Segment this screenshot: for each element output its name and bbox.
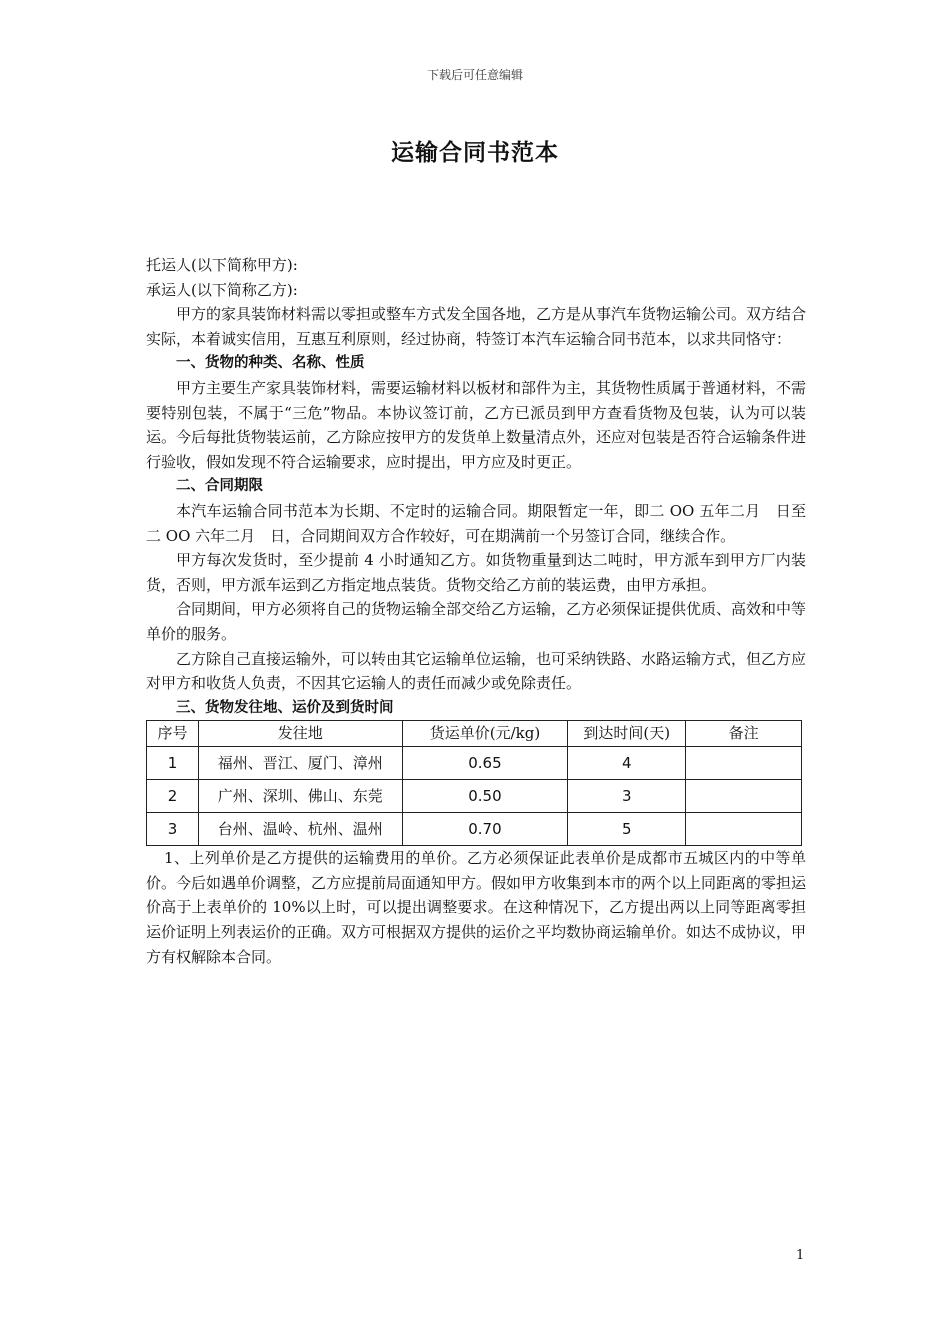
table-cell: 0.65 — [402, 747, 568, 780]
table-cell: 3 — [568, 780, 686, 813]
table-cell: 2 — [147, 780, 199, 813]
table-cell: 3 — [147, 813, 199, 846]
table-cell: 福州、晋江、厦门、漳州 — [198, 747, 402, 780]
table-cell: 广州、深圳、佛山、东莞 — [198, 780, 402, 813]
paragraph: 托运人(以下简称甲方): — [146, 256, 298, 274]
paragraph: 甲方的家具装饰材料需以零担或整车方式发全国各地，乙方是从事汽车货物运输公司。双方结合实际，本着诚实信用，互惠互利原则，经过协商，特签订本汽车运输合同书范本，以求共同恪守： — [146, 305, 807, 348]
table-row — [147, 813, 802, 846]
table-cell: 1 — [147, 747, 199, 780]
table-header-cell: 序号 — [147, 721, 199, 747]
paragraph: 合同期间，甲方必须将自己的货物运输全部交给乙方运输，乙方必须保证提供优质、高效和中等单价的服务。 — [146, 600, 807, 643]
table-header-cell: 到达时间(天) — [568, 721, 686, 747]
table-cell: 0.70 — [402, 813, 568, 846]
table-cell: 4 — [568, 747, 686, 780]
table-header-cell: 货运单价(元/kg) — [402, 721, 568, 747]
paragraph: 承运人(以下简称乙方): — [146, 280, 298, 299]
section-heading: 一、货物的种类、名称、性质 — [176, 355, 365, 372]
table-header-row — [147, 721, 802, 747]
paragraph: 乙方除自己直接运输外，可以转由其它运输单位运输，也可采纳铁路、水路运输方式，但乙方应对甲方和收货人负责，不因其它运输人的责任而减少或免除责任。 — [146, 649, 807, 693]
section-heading: 三、货物发往地、运价及到货时间 — [176, 699, 394, 716]
rate-table — [146, 720, 802, 846]
paragraph: 1、上列单价是乙方提供的运输费用的单价。乙方必须保证此表单价是成都市五城区内的中等单价。今后如遇单价调整，乙方应提前局面通知甲方。假如甲方收集到本市的两个以上同距离的零担运价高于上表单价的 10%以上时，可以提出调整要求。在这种情况下，乙方提出两以上同等距离零担运价证明上列表运价的正确。双方可根据双方提供的运价之平均数协商运输单价。如达不成协议，甲方有权解除本合同。 — [146, 849, 807, 966]
table-row — [147, 747, 802, 780]
document-title: 运输合同书范本 — [391, 140, 559, 166]
table-cell: 5 — [568, 813, 686, 846]
table-cell: 0.50 — [402, 780, 568, 813]
paragraph: 甲方每次发货时，至少提前 4 小时通知乙方。如货物重量到达二吨时，甲方派车到甲方厂内装货，否则，甲方派车运到乙方指定地点装货。货物交给乙方前的装运费，由甲方承担。 — [146, 551, 806, 594]
header-note: 下载后可任意编辑 — [426, 68, 523, 82]
section-heading: 二、合同期限 — [176, 478, 263, 495]
table-cell: 台州、温岭、杭州、温州 — [198, 813, 402, 846]
table-cell — [686, 780, 802, 813]
table-header-cell: 备注 — [686, 721, 802, 747]
paragraph: 甲方主要生产家具装饰材料，需要运输材料以板材和部件为主，其货物性质属于普通材料，不需要特别包装，不属于“三危”物品。本协议签订前，乙方已派员到甲方查看货物及包装，认为可以装运。今后每批货物装运前，乙方除应按甲方的发货单上数量清点外，还应对包装是否符合运输条件进行验收，假如发现不符合运输要求，应时提出，甲方应及时更正。 — [146, 378, 807, 471]
table-header-cell: 发往地 — [198, 721, 402, 747]
table-cell — [686, 747, 802, 780]
document-body — [146, 253, 806, 969]
page-number: 1 — [796, 1248, 805, 1263]
table-cell — [686, 813, 802, 846]
table-row — [147, 780, 802, 813]
paragraph: 本汽车运输合同书范本为长期、不定时的运输合同。期限暂定一年，即二 OO 五年二月 日至二 OO 六年二月 日，合同期间双方合作较好，可在期满前一个另签订合同，继续合作。 — [146, 501, 806, 545]
